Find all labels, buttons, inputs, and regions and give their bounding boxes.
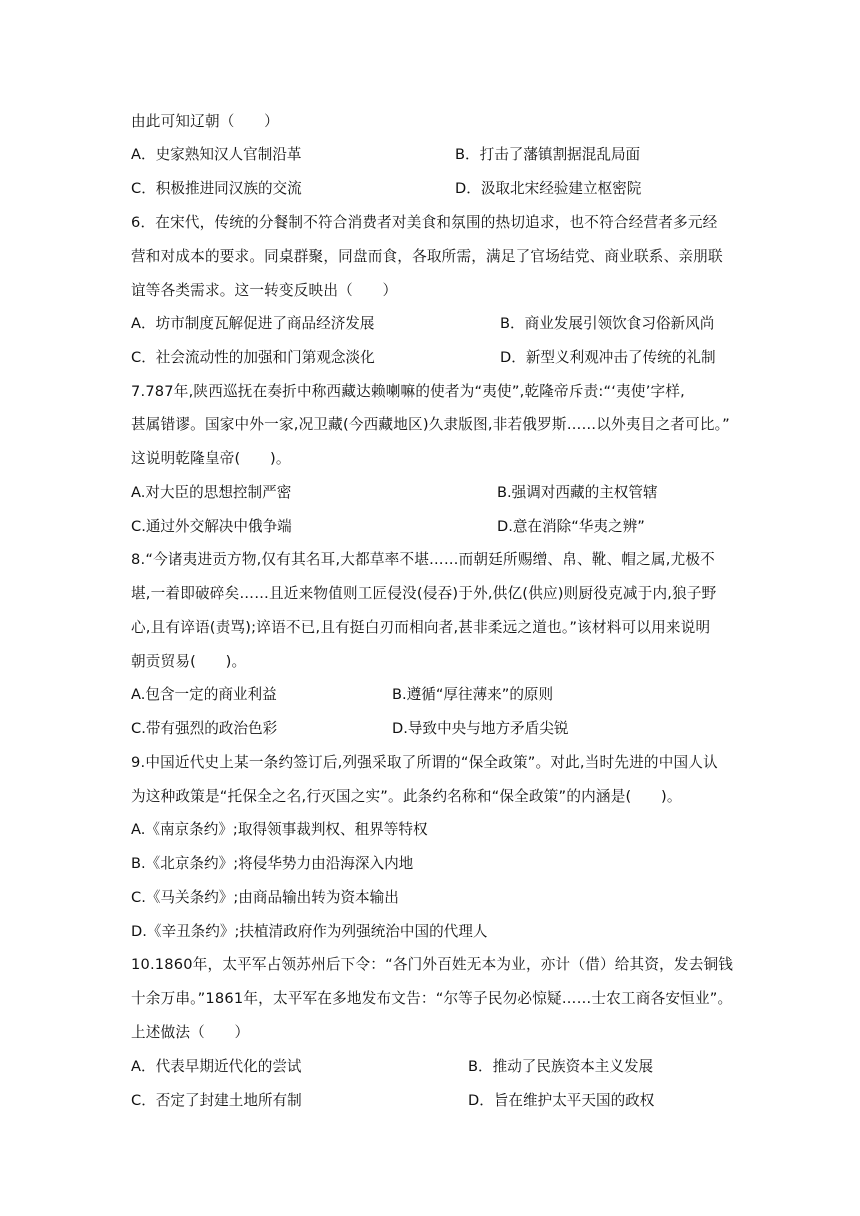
q6-stem-line-1: 6．在宋代，传统的分餐制不符合消费者对美食和氛围的热切追求，也不符合经营者多元经 <box>131 214 718 231</box>
q9-option-c[interactable]: C.《马关条约》;由商品输出转为资本输出 <box>131 889 399 906</box>
q5-option-d[interactable]: D．汲取北宋经验建立枢密院 <box>455 180 642 197</box>
q8-stem-line-1: 8.“今诸夷进贡方物,仅有其名耳,大都草率不堪……而朝廷所赐缯、帛、靴、帽之属,尤极不 <box>131 551 715 568</box>
q7-option-c[interactable]: C.通过外交解决中俄争端 <box>131 518 292 535</box>
q6-option-a[interactable]: A．坊市制度瓦解促进了商品经济发展 <box>131 315 375 332</box>
q7-option-a[interactable]: A.对大臣的思想控制严密 <box>131 484 292 501</box>
q6-stem-line-3: 谊等各类需求。这一转变反映出（ ） <box>131 282 398 299</box>
q10-option-a[interactable]: A．代表早期近代化的尝试 <box>131 1058 302 1075</box>
q5-option-b[interactable]: B．打击了藩镇割据混乱局面 <box>455 146 641 163</box>
q8-option-d[interactable]: D.导致中央与地方矛盾尖锐 <box>392 720 569 737</box>
q6-option-d[interactable]: D．新型义利观冲击了传统的礼制 <box>500 349 716 366</box>
q10-stem-line-1: 10.1860年，太平军占领苏州后下令：“各门外百姓无本为业，亦计（借）给其资，发去铜钱 <box>131 956 734 973</box>
q8-option-a[interactable]: A.包含一定的商业利益 <box>131 686 277 703</box>
q9-option-b[interactable]: B.《北京条约》;将侵华势力由沿海深入内地 <box>131 855 414 872</box>
q6-option-c[interactable]: C．社会流动性的加强和门第观念淡化 <box>131 349 375 366</box>
q5-option-a[interactable]: A．史家熟知汉人官制沿革 <box>131 146 302 163</box>
q7-stem-line-2: 甚属错谬。国家中外一家,况卫藏(今西藏地区)久隶版图,非若俄罗斯……以外夷目之者可比。” <box>131 416 730 433</box>
q9-option-d[interactable]: D.《辛丑条约》;扶植清政府作为列强统治中国的代理人 <box>131 923 488 940</box>
q6-option-b[interactable]: B．商业发展引领饮食习俗新风尚 <box>500 315 715 332</box>
q7-stem-line-3: 这说明乾隆皇帝( )。 <box>131 450 291 467</box>
q8-option-b[interactable]: B.遵循“厚往薄来”的原则 <box>392 686 554 703</box>
q8-stem-line-2: 堪,一着即破碎矣……且近来物值则工匠侵没(侵吞)于外,供亿(供应)则厨役克减于内,狼子野 <box>131 585 717 602</box>
q10-option-d[interactable]: D．旨在维护太平天国的政权 <box>468 1092 655 1109</box>
q9-stem-line-1: 9.中国近代史上某一条约签订后,列强采取了所谓的“保全政策”。对此,当时先进的中国人认 <box>131 754 718 771</box>
q8-stem-line-4: 朝贡贸易( )。 <box>131 653 247 670</box>
q5-stem: 由此可知辽朝（ ） <box>131 113 279 130</box>
q8-stem-line-3: 心,且有谇语(责骂);谇语不已,且有挺白刃而相向者,甚非柔远之道也。”该材料可以用来说明 <box>131 619 711 636</box>
q10-stem-line-3: 上述做法（ ） <box>131 1024 250 1041</box>
q10-option-b[interactable]: B．推动了民族资本主义发展 <box>468 1058 654 1075</box>
q8-option-c[interactable]: C.带有强烈的政治色彩 <box>131 720 278 737</box>
q5-option-c[interactable]: C．积极推进同汉族的交流 <box>131 180 302 197</box>
q9-stem-line-2: 为这种政策是“托保全之名,行灭国之实”。此条约名称和“保全政策”的内涵是( )。 <box>131 788 682 805</box>
q7-stem-line-1: 7.787年,陕西巡抚在奏折中称西藏达赖喇嘛的使者为“夷使”,乾隆帝斥责:“‘夷使’字样, <box>131 383 685 400</box>
q9-option-a[interactable]: A.《南京条约》;取得领事裁判权、租界等特权 <box>131 821 428 838</box>
q10-stem-line-2: 十余万串。”1861年，太平军在多地发布文告：“尔等子民勿必惊疑……士农工商各安恒业”。 <box>131 990 733 1007</box>
q6-stem-line-2: 营和对成本的要求。同桌群聚，同盘而食，各取所需，满足了官场结党、商业联系、亲朋联 <box>131 248 723 265</box>
q7-option-b[interactable]: B.强调对西藏的主权管辖 <box>497 484 658 501</box>
q10-option-c[interactable]: C．否定了封建土地所有制 <box>131 1092 302 1109</box>
q7-option-d[interactable]: D.意在消除“华夷之辨” <box>497 518 645 535</box>
